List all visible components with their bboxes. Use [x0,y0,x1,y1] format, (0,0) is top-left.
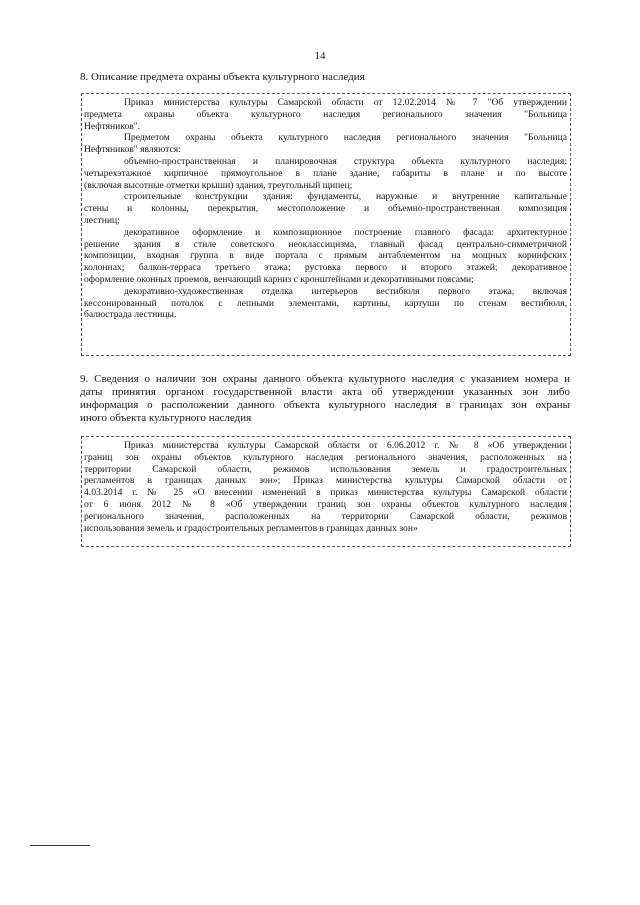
section-8-heading: 8. Описание предмета охраны объекта культурного наследия [80,71,365,83]
heading-line: иного объекта культурного наследия [80,412,252,424]
text-line: декоративно-художественная отделка интерьеров вестибюля первого этажа, включая [124,285,567,297]
text-line: регионального значения, расположенных на территории Самарской области, режимов [84,510,567,522]
text-line: кессонированный потолок с лепными элементами, картины, картуши по стенам вестибюля, [84,297,567,309]
paragraph [84,286,567,321]
text-line: лестниц; [84,214,120,226]
footer-rule [30,845,90,846]
paragraph [84,97,567,132]
paragraph [84,440,567,534]
page-number: 14 [314,50,326,62]
text-line: от 6 июня 2012 № 8 «Об утверждении границ зон охраны объектов культурного наследия [84,498,567,510]
text-line: Приказ министерства культуры Самарской области от 6.06.2012 г. № 8 «Об утверждении [124,440,567,451]
text-line: строительные конструкции здания: фундаменты, наружные и внутренние капитальные [124,191,567,203]
text-line: декоративное оформление и композиционное построение главного фасада: архитектурное [124,226,567,238]
text-line: Нефтяников". [84,120,141,132]
text-line: Нефтяников" являются: [84,144,181,156]
text-line: использования земель и градостроительных регламентов в границах данных зон» [84,522,418,534]
text-line: границ зон охраны объектов культурного наследия регионального значения, расположенных на [84,451,567,463]
text-line: композиции, входная группа в виде портала с прямым антаблементом на мощных коринфских [84,250,567,262]
text-line: колоннах; балкон-терраса третьего этажа; рустовка первого и второго этажей; декоративное [84,262,567,274]
text-line: территории Самарской области, режимов использования земель и градостроительных [84,463,567,475]
text-line: (включая высотные отметки крыши) здания, треугольный щипец; [84,179,353,191]
section-8-box [81,93,571,356]
text-line: четырехэтажное кирпичное прямоугольное в плане здание, габариты в плане и по высоте [84,167,567,179]
text-line: предмета охраны объекта культурного наследия регионального значения "Больница [84,108,567,120]
paragraph [84,227,567,286]
text-line: регламентов в границах данных зон»; Приказ министерства культуры Самарской области от [84,475,567,487]
text-line: стены и колонны, перекрытия, местоположение и объемно-пространственная композиция [84,203,567,215]
heading-line: 9. Сведения о наличии зон охраны данного объекта культурного наследия с указанием номера и [80,373,570,385]
paragraph [84,156,567,191]
heading-line: даты принятия органом государственной власти акта об утверждении указанных зон либо [80,386,570,398]
paragraph [84,191,567,226]
text-line: решение здания в стиле советского неоклассицизма, главный фасад центрально-симметричной [84,238,567,250]
text-line: 4.03.2014 г. № 25 «О внесении изменений в приказ министерства культуры Самарской области [84,487,567,499]
section-9-box [81,436,571,547]
heading-line: информация о расположении данного объекта культурного наследия в границах зон охраны [80,399,570,411]
text-line: объемно-пространственная и планировочная структура объекта культурного наследия: [124,155,567,167]
paragraph [84,132,567,156]
text-line: Предметом охраны объекта культурного наследия регионального значения "Больница [124,132,567,144]
section-9-heading [80,373,570,425]
text-line: Приказ министерства культуры Самарской области от 12.02.2014 № 7 "Об утверждении [124,97,567,108]
text-line: балюстрада лестницы. [84,309,177,321]
text-line: оформление оконных проемов, венчающий карниз с кронштейнами и декоративными поясами; [84,273,474,285]
